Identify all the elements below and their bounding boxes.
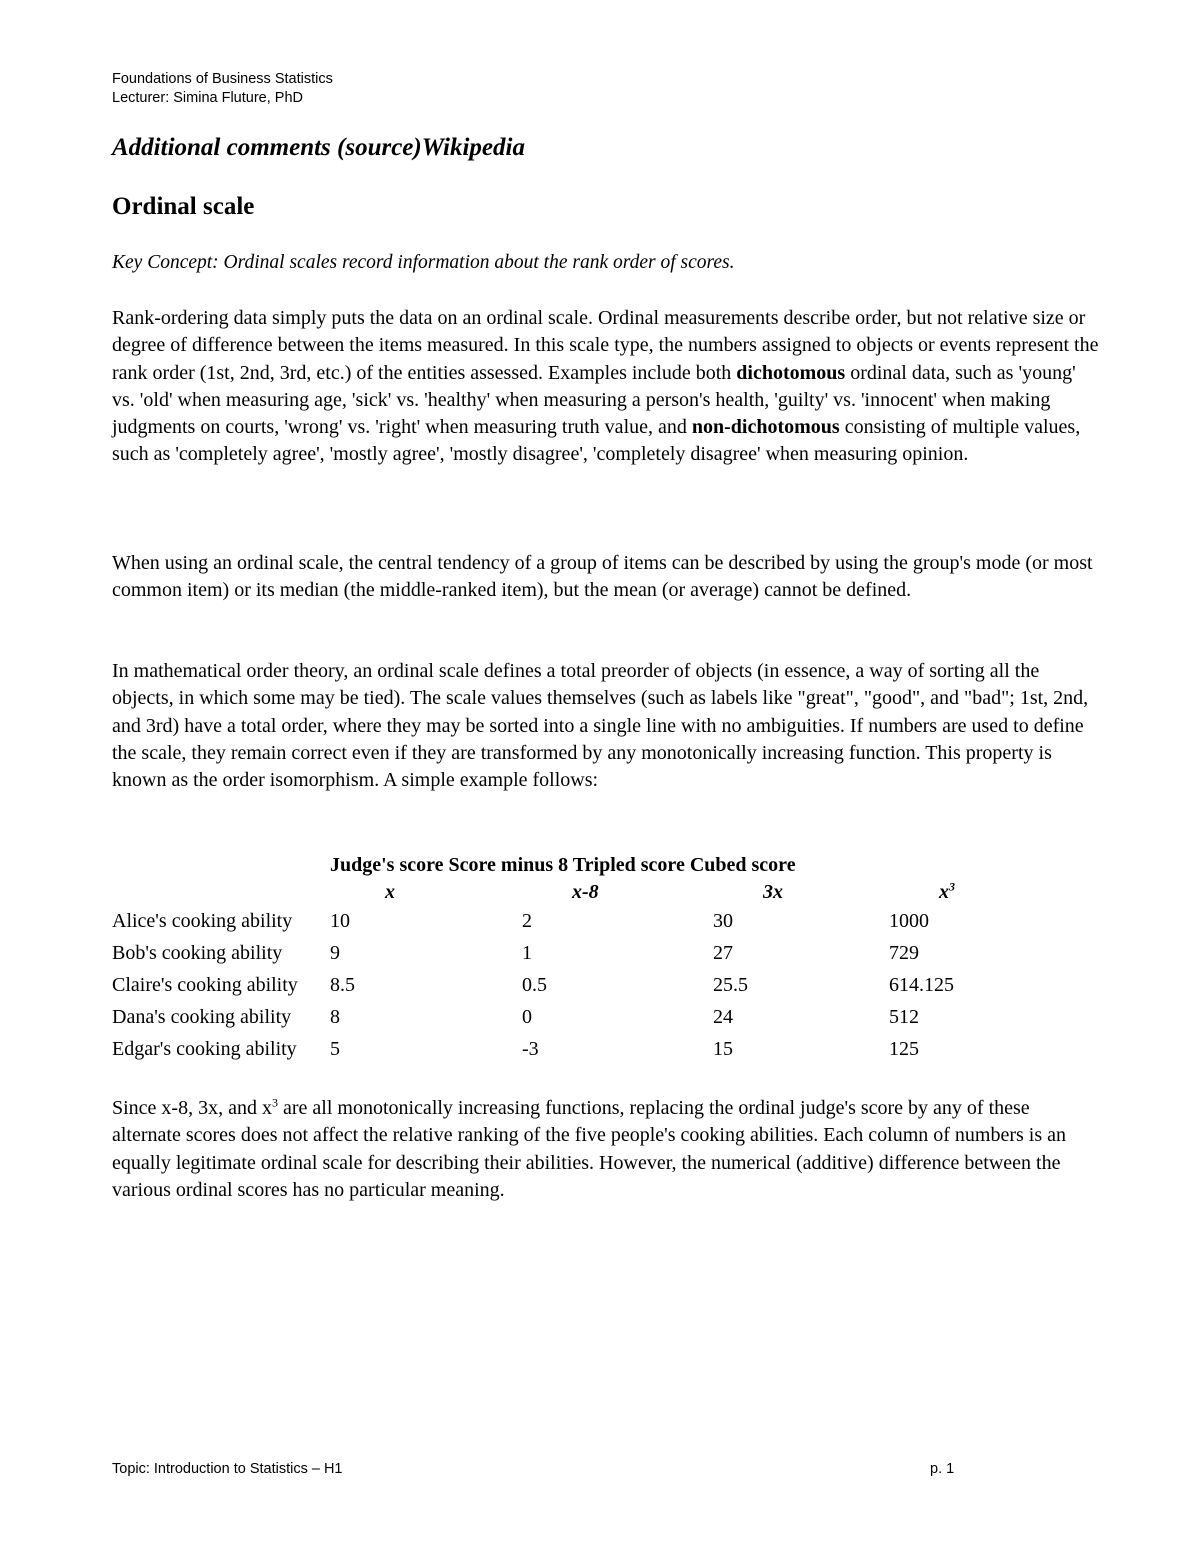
row-label: Claire's cooking ability [112, 973, 298, 996]
para3-text: In mathematical order theory, an ordinal scale defines a total preorder of objects (in essence, a way of sorting all the objects, in which some may be tied). The scale values themselves (such as labels like "great", "good", and "bad"; 1st, 2nd, and 3rd) have a total order, where they may be sorted into a single line with no ambiguities. If numbers are used to define the scale, they remain correct even if they are transformed by any monotonically increasing function. This property is known as the order isomorphism. A simple example follows: [112, 660, 1089, 792]
cell-x-cubed: 729 [889, 941, 919, 964]
table-row [112, 937, 1069, 969]
cell-x-minus-8: 1 [522, 941, 532, 964]
symbol-x-cubed [889, 879, 1069, 905]
table-row [112, 969, 1069, 1001]
term-non-dichotomous: non-dichotomous [691, 416, 840, 439]
document-title: Additional comments (source)Wikipedia [112, 134, 525, 161]
symbol-x-minus-8: x-8 [572, 880, 599, 903]
cell-x-cubed: 512 [889, 1005, 919, 1028]
cell-x-cubed: 614.125 [889, 973, 954, 996]
symbol-x-base: x [939, 880, 949, 903]
cell-x-minus-8: -3 [522, 1037, 539, 1060]
cell-x-minus-8: 0.5 [522, 973, 547, 996]
term-dichotomous: dichotomous [736, 361, 846, 384]
cell-3x: 15 [713, 1037, 733, 1060]
header-score-minus-8: Score minus 8 [448, 854, 569, 876]
lecturer-name: Lecturer: Simina Fluture, PhD [112, 90, 303, 106]
table-header-empty [112, 852, 330, 879]
table-row [112, 1001, 1069, 1033]
footer-page-number: p. 1 [930, 1461, 955, 1477]
row-label: Edgar's cooking ability [112, 1037, 297, 1060]
row-label: Dana's cooking ability [112, 1005, 292, 1028]
cell-3x: 24 [713, 1005, 733, 1028]
cell-x: 9 [330, 941, 340, 964]
cell-x: 8.5 [330, 973, 355, 996]
symbol-x-exponent: 3 [949, 878, 955, 893]
scores-table [112, 852, 1069, 1065]
para4-text-a: Since x-8, 3x, and x [112, 1097, 272, 1119]
cell-x-minus-8: 0 [522, 1005, 532, 1028]
footer-topic: Topic: Introduction to Statistics – H1 [112, 1461, 343, 1477]
para1-text-a: Rank-ordering data simply puts the data on an ordinal scale. Ordinal measurements describe order, but not relative size or degree of difference between the items measured. In this scale type, the numbers assigned to objects or events represent the rank order (1st, 2nd, 3rd, etc.) of the entities assessed. Examples include both [112, 307, 1099, 384]
cell-3x: 25.5 [713, 973, 748, 996]
course-title: Foundations of Business Statistics [112, 71, 333, 87]
symbol-empty [112, 879, 330, 905]
paragraph-conclusion [112, 1095, 1102, 1204]
para1-text-b: ordinal data, such as 'young' vs. 'old' when measuring age, 'sick' vs. 'healthy' when measuring a person's health, 'guilty' vs. 'innocent' when making judgments on courts, 'wrong' vs. 'right' when measuring truth value, and [112, 361, 1076, 439]
para1-text-c: consisting of multiple values, such as 'completely agree', 'mostly agree', 'mostly disagree', 'completely disagree' when measuring opinion. [112, 416, 1081, 466]
table-row [112, 1033, 1069, 1065]
table-symbol-row [112, 879, 1069, 905]
section-heading: Ordinal scale [112, 193, 255, 220]
para4-exponent: 3 [271, 1095, 278, 1110]
table-row [112, 905, 1069, 937]
cell-x: 8 [330, 1005, 340, 1028]
header-judges-score: Judge's score [330, 854, 444, 876]
header-tripled-score: Tripled score [572, 854, 685, 876]
cell-x-minus-8: 2 [522, 909, 532, 932]
cell-x-cubed: 1000 [889, 909, 929, 932]
paragraph-central-tendency [112, 550, 1102, 605]
cell-x-cubed: 125 [889, 1037, 919, 1060]
cell-x: 10 [330, 909, 350, 932]
paragraph-order-theory [112, 658, 1102, 794]
symbol-x: x [385, 880, 395, 903]
symbol-3x: 3x [763, 880, 783, 903]
paragraph-definition [112, 305, 1102, 469]
cell-x: 5 [330, 1037, 340, 1060]
row-label: Alice's cooking ability [112, 909, 293, 932]
cell-3x: 30 [713, 909, 733, 932]
key-concept: Key Concept: Ordinal scales record information about the rank order of scores. [112, 252, 735, 273]
table-header-titles [330, 852, 1069, 879]
para4-text-b: are all monotonically increasing functions, replacing the ordinal judge's score by any of these alternate scores does not affect the relative ranking of the five people's cooking abilities. Each column of numbers is an equally legitimate ordinal scale for describing their abilities. However, the numerical (additive) difference between the various ordinal scores has no particular meaning. [112, 1097, 1067, 1201]
cell-3x: 27 [713, 941, 733, 964]
para2-text: When using an ordinal scale, the central tendency of a group of items can be described by using the group's mode (or most common item) or its median (the middle-ranked item), but the mean (or average) cannot be defined. [112, 552, 1093, 602]
table-header-row [112, 852, 1069, 879]
header-cubed-score: Cubed score [689, 854, 796, 876]
row-label: Bob's cooking ability [112, 941, 283, 964]
